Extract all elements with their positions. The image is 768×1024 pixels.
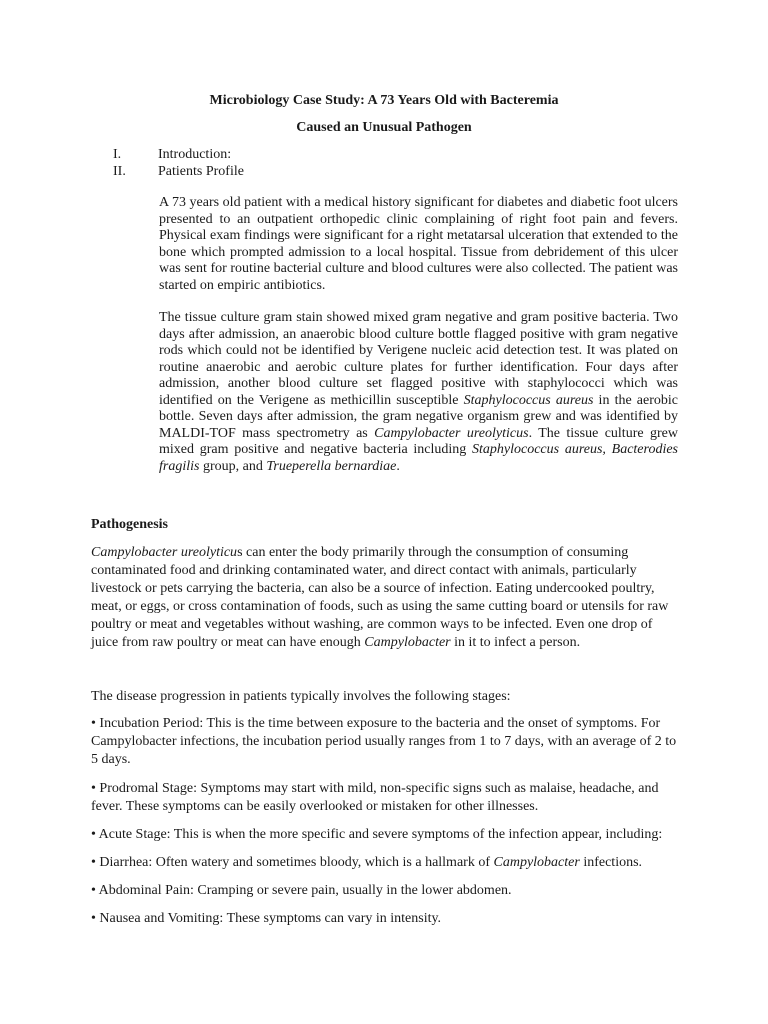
outline-number: I. <box>113 147 122 162</box>
text-run: in the aerobic bottle. Seven days after admission, the gram negative organism grew and was identified by MALDI-TOF mass spectrometry as <box>159 392 678 441</box>
bullet-diarrhea <box>91 854 681 872</box>
outline-item <box>113 163 244 180</box>
document-title-line1: Microbiology Case Study: A 73 Years Old with Bacteremia <box>209 93 559 108</box>
bullet-prodromal: • Prodromal Stage: Symptoms may start with mild, non-specific signs such as malaise, headache, and fever. These symptoms can be easily overlooked or mistaken for other illnesses. <box>91 781 659 814</box>
text-run: The tissue culture gram stain showed mixed gram negative and gram positive bacteria. Two days after admission, an anaerobic blood culture bottle flagged positive with gram negative rods which could not be identified by Verigene nucleic acid detection test. It was plated on routine anaerobic and aerobic culture plates for further identification. Four days after admission, another blood culture set flagged positive with staphylococci which was identified on the Verigene as methicillin susceptible <box>159 310 678 408</box>
text-run: group, and <box>199 458 267 474</box>
outline-item <box>113 146 244 163</box>
document-title-line2: Caused an Unusual Pathogen <box>296 120 472 135</box>
pathogenesis-paragraph <box>91 544 681 652</box>
profile-paragraph-2 <box>159 310 678 475</box>
bullet-incubation: • Incubation Period: This is the time between exposure to the bacteria and the onset of symptoms. For Campylobacter infections, the incubation period usually ranges from 1 to 7 days, with an average of 2 to 5 days. <box>91 716 677 767</box>
text-run: . The tissue culture grew mixed gram positive and negative bacteria including <box>159 425 678 457</box>
bullet-acute: • Acute Stage: This is when the more specific and severe symptoms of the infection appear, including: <box>91 827 663 842</box>
outline-number: II. <box>113 164 126 179</box>
outline-list <box>113 146 244 180</box>
organism-name: Trueperella bernardiae <box>266 458 397 474</box>
text-run: . <box>396 458 400 474</box>
bullet-nausea: • Nausea and Vomiting: These symptoms can vary in intensity. <box>91 911 442 926</box>
organism-name: Campylobacter <box>493 855 580 870</box>
organism-name: Campylobacter ureolyticus <box>374 425 529 441</box>
outline-label: Patients Profile <box>158 164 244 179</box>
bullet-abdominal-pain: • Abdominal Pain: Cramping or severe pain, usually in the lower abdomen. <box>91 883 512 898</box>
organism-name: Campylobacter ureolyticu <box>91 545 238 560</box>
text-run: infections. <box>579 855 643 870</box>
stages-intro: The disease progression in patients typically involves the following stages: <box>91 689 511 704</box>
organism-name: Staphylococcus aureus <box>463 392 594 408</box>
organism-name: Staphylococcus aureus, Bacterodies fragilis <box>159 442 678 474</box>
organism-name: Campylobacter <box>364 635 451 650</box>
section-heading-pathogenesis: Pathogenesis <box>91 517 168 532</box>
outline-label: Introduction: <box>158 147 232 162</box>
text-run: in it to infect a person. <box>450 635 581 650</box>
profile-paragraph-1: A 73 years old patient with a medical history significant for diabetes and diabetic foot ulcers presented to an outpatient orthopedic clinic complaining of right foot pain and fevers. Physical exam findings were significant for a right metatarsal ulceration that extended to the bone which prompted admission to a local hospital. Tissue from debridement of this ulcer was sent for routine bacterial culture and blood cultures were also collected. The patient was started on empiric antibiotics. <box>159 195 678 293</box>
text-run: s can enter the body primarily through the consumption of consuming contaminated food and drinking contaminated water, and direct contact with animals, particularly livestock or pets carrying the bacteria, can also be a source of infection. Eating undercooked poultry, meat, or eggs, or cross contamination of foods, such as using the same cutting board or utensils for raw poultry or meat and vegetables without washing, are common ways to be infected. Even one drop of juice from raw poultry or meat can have enough <box>91 545 669 650</box>
text-run: • Diarrhea: Often watery and sometimes bloody, which is a hallmark of <box>91 855 494 870</box>
